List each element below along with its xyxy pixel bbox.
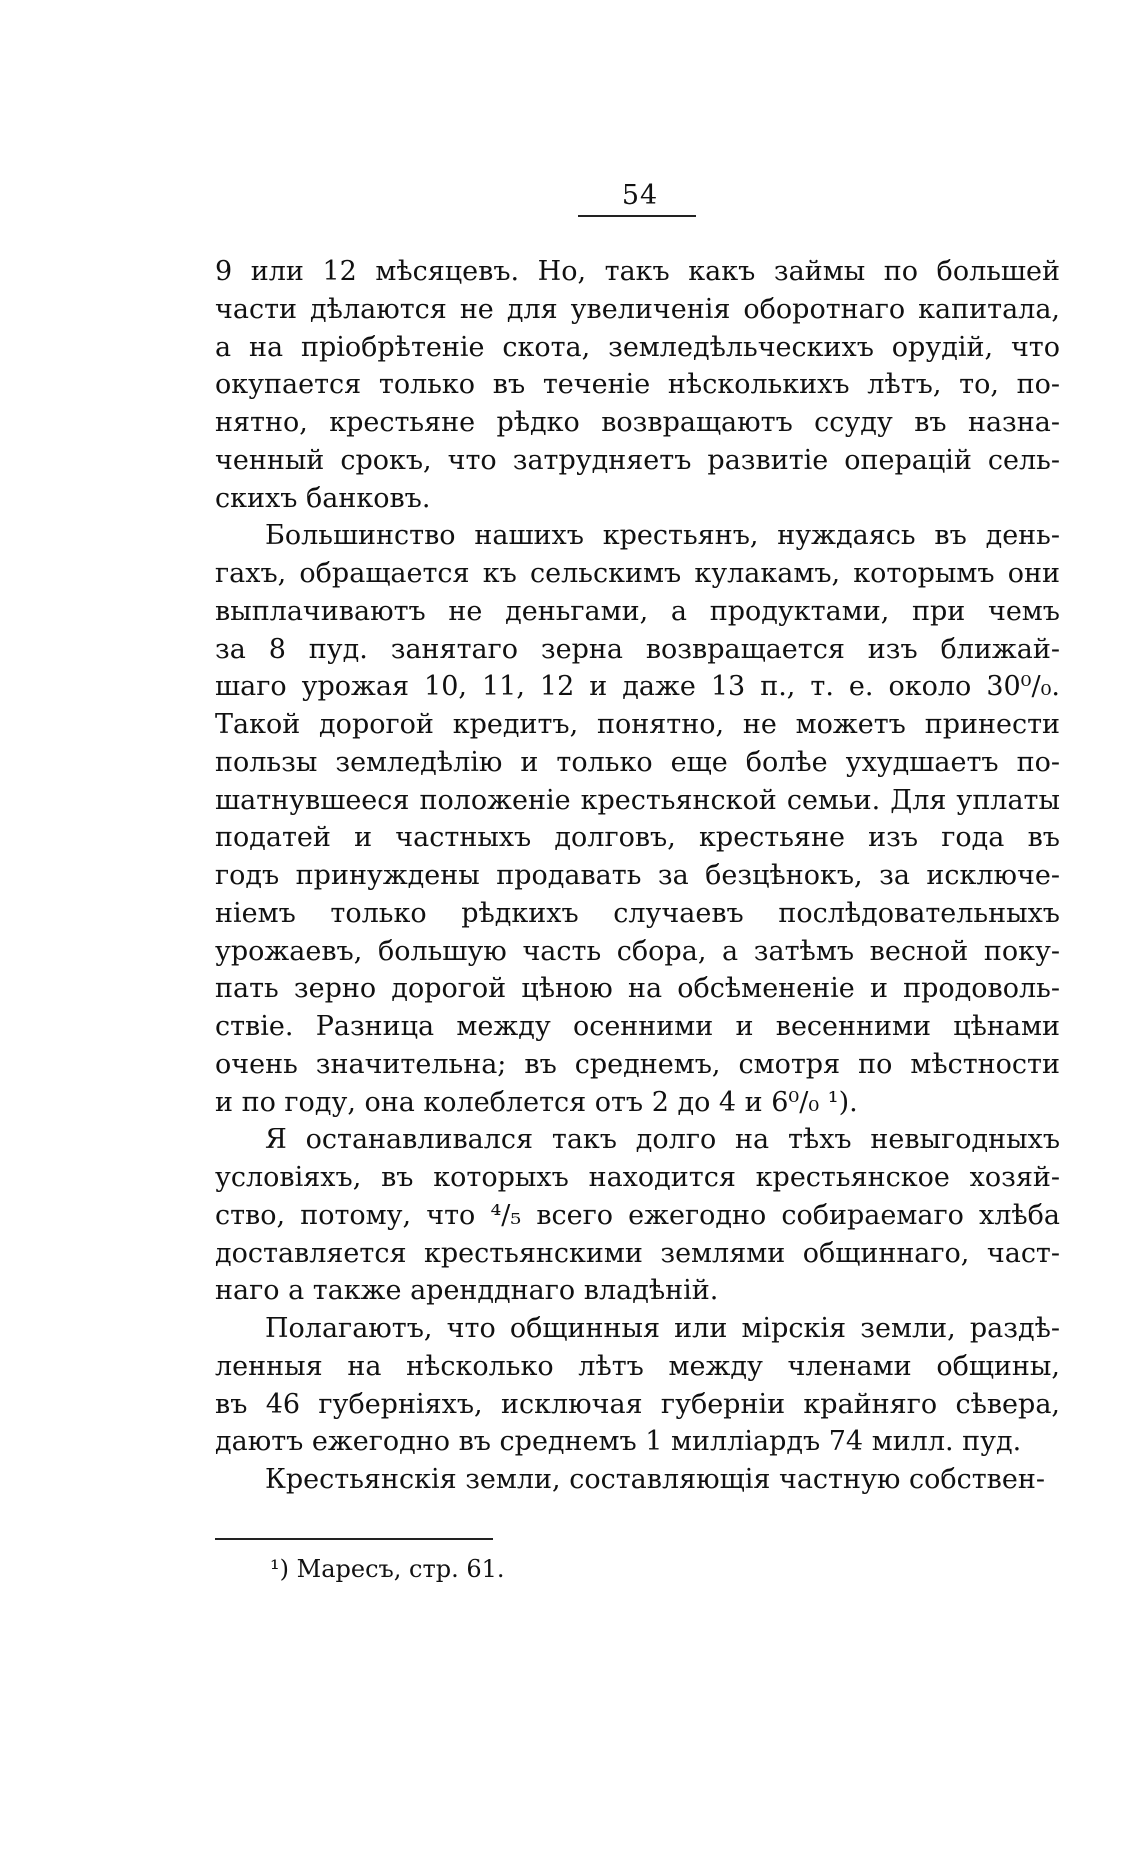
footnote: ¹) Маресъ, стр. 61. [270,1555,505,1583]
text-line: пать зерно дорогой цѣною на обсѣмененіе и продоволь- [215,973,1060,1005]
text-line: шаго урожая 10, 11, 12 и даже 13 п., т. е. около 30⁰/₀. [215,671,1060,703]
text-line: очень значительна; въ среднемъ, смотря по мѣстности [215,1048,1060,1080]
page-number-rule [578,215,696,217]
text-line: годъ принуждены продавать за безцѣнокъ, за исключе- [215,860,1060,891]
text-line: и по году, она колеблется отъ 2 до 4 и 6⁰/₀ ¹). [215,1086,858,1118]
text-line: ченный срокъ, что затрудняетъ развитіе операцій сель- [215,444,1060,476]
footnote-rule [215,1538,493,1540]
text-line: Я останавливался такъ долго на тѣхъ невыгодныхъ [265,1124,1060,1156]
text-line: Такой дорогой кредитъ, понятно, не можетъ принести [215,709,1060,740]
text-line: Большинство нашихъ крестьянъ, нуждаясь въ день- [265,520,1060,552]
text-line: податей и частныхъ долговъ, крестьяне изъ года въ [215,822,1060,854]
text-line: доставляется крестьянскими землями общиннаго, част- [215,1237,1060,1269]
text-line: гахъ, обращается къ сельскимъ кулакамъ, которымъ они [215,558,1060,589]
text-line: части дѣлаются не для увеличенія оборотнаго капитала, [215,293,1060,325]
text-line: даютъ ежегодно въ среднемъ 1 милліардъ 74 милл. пуд. [215,1426,1022,1458]
paragraph [215,517,1060,1121]
text-line: Полагаютъ, что общинныя или мірскія земли, раздѣ- [265,1313,1060,1344]
text-line: условіяхъ, въ которыхъ находится крестьянское хозяй- [215,1162,1060,1193]
page-number: 54 [621,180,659,211]
text-line: урожаевъ, большую часть сбора, а затѣмъ весной поку- [215,935,1060,967]
text-line: 9 или 12 мѣсяцевъ. Но, такъ какъ займы по большей [215,256,1060,287]
text-line: ствіе. Разница между осенними и весенними цѣнами [215,1011,1060,1042]
text-line: выплачиваютъ не деньгами, а продуктами, при чемъ [215,595,1060,627]
text-line: скихъ банковъ. [215,482,431,514]
text-line: окупается только въ теченіе нѣсколькихъ лѣтъ, то, по- [215,369,1060,401]
text-line: нятно, крестьяне рѣдко возвращаютъ ссуду въ назна- [215,407,1060,438]
paragraph [215,1121,1060,1310]
body-text [215,253,1060,1499]
text-line: Крестьянскія земли, составляющія частную собствен- [265,1464,1045,1495]
text-line: въ 46 губерніяхъ, исключая губерніи крайняго сѣвера, [215,1388,1060,1420]
text-line: ніемъ только рѣдкихъ случаевъ послѣдовательныхъ [215,897,1060,929]
text-line: за 8 пуд. занятаго зерна возвращается изъ ближай- [215,633,1060,665]
text-line: а на пріобрѣтеніе скота, земледѣльческихъ орудій, что [215,331,1060,363]
paragraph [215,1310,1060,1461]
text-line: ленныя на нѣсколько лѣтъ между членами общины, [215,1350,1060,1382]
paragraph [215,1461,1060,1499]
text-line: пользы земледѣлію и только еще болѣе ухудшаетъ по- [215,746,1060,778]
paragraph [215,253,1060,517]
text-line: наго а также арендднаго владѣній. [215,1275,719,1307]
text-line: шатнувшееся положеніе крестьянской семьи. Для уплаты [215,784,1060,816]
text-line: ство, потому, что ⁴/₅ всего ежегодно собираемаго хлѣба [215,1199,1060,1231]
